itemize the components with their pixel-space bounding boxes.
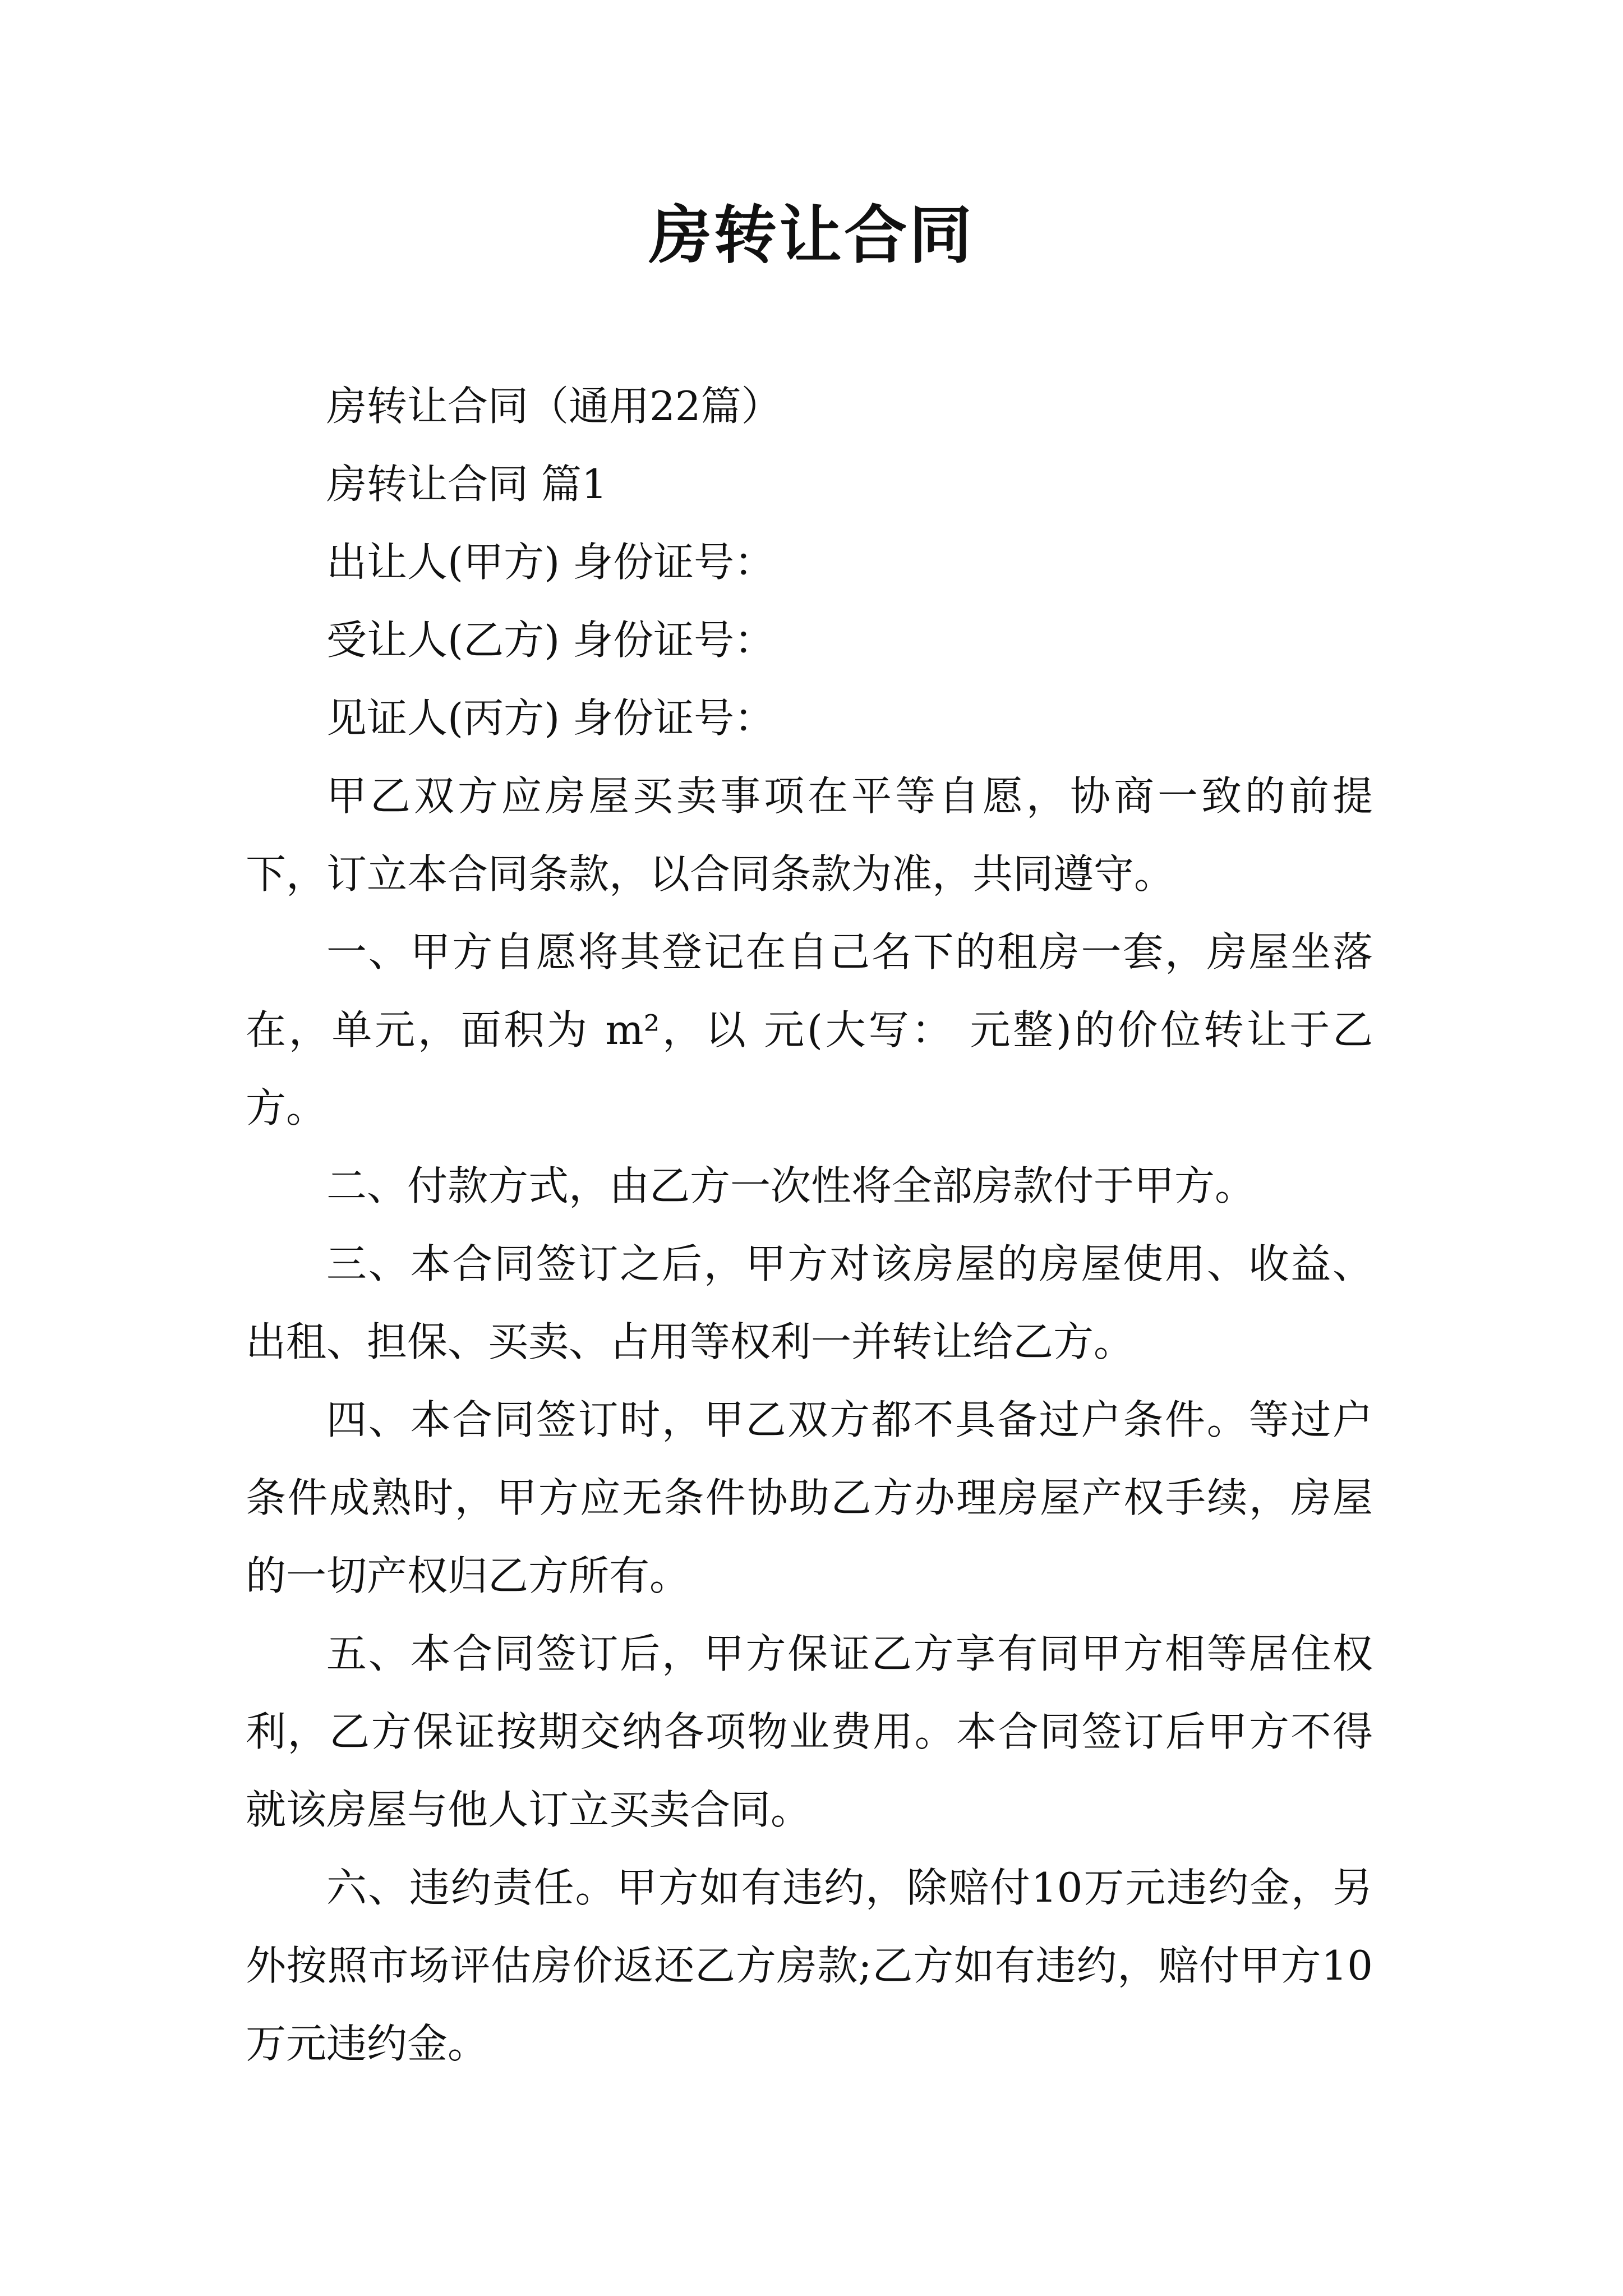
party-b-line: 受让人(乙方) 身份证号： [326, 616, 775, 664]
document-title: 房转让合同 [649, 199, 974, 272]
section-heading: 房转让合同 篇1 [326, 461, 607, 508]
subtitle-paragraph: 房转让合同（通用22篇） [326, 383, 782, 430]
party-a-line: 出让人(甲方) 身份证号： [326, 539, 775, 586]
clause-6: 六、违约责任。甲方如有违约，除赔付10万元违约金，另外按照市场评估房价返还乙方房款;乙方如有违约，赔付甲方10万元违约金。 [246, 1864, 1373, 2067]
witness-line: 见证人(丙方) 身份证号： [326, 694, 775, 742]
preamble-paragraph: 甲乙双方应房屋买卖事项在平等自愿，协商一致的前提下，订立本合同条款，以合同条款为准，共同遵守。 [246, 772, 1373, 898]
clause-5: 五、本合同签订后，甲方保证乙方享有同甲方相等居住权利，乙方保证按期交纳各项物业费用。本合同签订后甲方不得就该房屋与他人订立买卖合同。 [246, 1630, 1373, 1833]
clause-3: 三、本合同签订之后，甲方对该房屋的房屋使用、收益、出租、担保、买卖、占用等权利一并转让给乙方。 [246, 1240, 1373, 1365]
clause-4: 四、本合同签订时，甲乙双方都不具备过户条件。等过户条件成熟时，甲方应无条件协助乙方办理房屋产权手续，房屋的一切产权归乙方所有。 [246, 1396, 1373, 1599]
clause-2: 二、付款方式，由乙方一次性将全部房款付于甲方。 [326, 1162, 1256, 1209]
document-body [246, 367, 1373, 2083]
clause-1: 一、甲方自愿将其登记在自己名下的租房一套，房屋坐落在，单元，面积为 m²，以 元(大写： 元整)的价位转让于乙方。 [246, 928, 1373, 1131]
